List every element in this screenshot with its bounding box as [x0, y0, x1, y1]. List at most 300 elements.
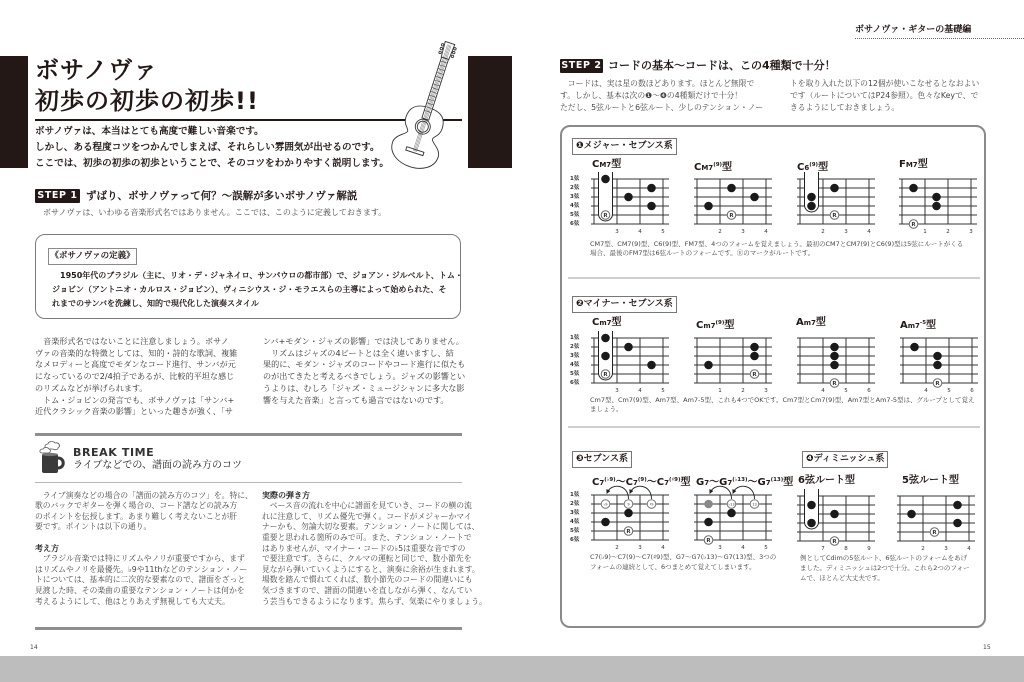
- chord-name-part: 型: [815, 317, 826, 328]
- break-time-rule: [35, 482, 462, 483]
- chord-name-part: m7: [907, 322, 920, 330]
- text-line: コードは、実は星の数ほどあります。ほとんど無限で: [560, 79, 755, 88]
- text-line: 近代クラシック音楽の影響」といった趣きが強く、「サ: [35, 406, 233, 417]
- chord-grid: [786, 322, 886, 398]
- finger-dot: [907, 510, 916, 519]
- root-marker: [909, 220, 918, 229]
- text-line: で要注意です。さらに、クルマの運転と同じで、数小節先を: [262, 554, 472, 564]
- guitar-icon: [380, 35, 480, 180]
- fret-number: 4: [821, 388, 825, 394]
- coffee-mug-icon: [36, 440, 68, 474]
- finger-dot: [830, 184, 839, 193]
- text-line: ボサノヴァ: [35, 56, 159, 84]
- finger-dot: [830, 352, 839, 361]
- section2-caption: [590, 396, 975, 414]
- text-line: のが出てきたと考えるべきでしょう。ジャズの影響とい: [263, 371, 466, 382]
- fret-number: 7: [821, 546, 825, 552]
- tension-note: [647, 500, 656, 509]
- chord-title: [900, 317, 936, 332]
- finger-dot: [647, 202, 656, 211]
- text-line: ましょう。: [590, 404, 623, 413]
- finger-dot: [601, 352, 610, 361]
- chord-name-part: 型: [818, 162, 829, 173]
- chord-title: [798, 475, 855, 487]
- chord-diagram-cm7-9: [683, 322, 783, 398]
- chord-name-part: M7: [599, 161, 612, 169]
- fret-number: 3: [615, 229, 619, 235]
- chord-name-part: (9): [637, 477, 647, 483]
- finger-dot: [933, 361, 942, 370]
- chord-title: [902, 475, 959, 487]
- chord-grid: [580, 322, 680, 398]
- chord-title: [592, 474, 690, 489]
- root-marker: [727, 211, 736, 220]
- chord-name-part: 7: [599, 479, 605, 487]
- fret-number: 6: [970, 388, 974, 394]
- svg-text:R: R: [935, 381, 940, 387]
- fret-number: 3: [638, 545, 642, 551]
- finger-dot: [704, 518, 713, 527]
- text-line: 6弦: [570, 536, 580, 543]
- svg-text:R: R: [729, 213, 734, 219]
- text-line: のリズムなどが挙げられます。: [35, 382, 148, 393]
- section1-caption: [590, 240, 963, 258]
- text-line: なメロディーと高度でモダンなコード進行、サンバが元: [35, 359, 236, 370]
- text-line: 1950年代のブラジル（主に、リオ・デ・ジャネイロ、サンパウロの都市部）で、ジョアン・ジルベルト、トム・: [52, 271, 463, 280]
- finger-dot: [647, 361, 656, 370]
- finger-dot: [704, 361, 713, 370]
- chord-name-part: (9): [809, 162, 819, 168]
- chord-diagram-c7-group: [580, 479, 680, 555]
- fret-number: 2: [615, 545, 619, 551]
- finger-dot: [807, 193, 816, 202]
- fret-number: 4: [867, 229, 871, 235]
- fret-number: 1: [718, 388, 722, 394]
- chord-name-part: C: [592, 317, 600, 328]
- chord-title: [592, 317, 622, 329]
- chord-name-part: (9): [715, 320, 725, 326]
- fret-number: 2: [821, 229, 825, 235]
- chord-grid: [683, 479, 783, 555]
- chord-name-part: M7: [701, 164, 714, 172]
- finger-dot: [807, 501, 816, 510]
- svg-text:♭9: ♭9: [603, 502, 608, 507]
- text-line: きるようにしておきましょう。: [790, 103, 900, 112]
- text-line: 果的に、モダン・ジャズのコードやコード進行に似たも: [263, 359, 466, 370]
- chord-name-part: ～G: [747, 477, 766, 488]
- fret-number: 3: [741, 229, 745, 235]
- chord-name-part: F: [899, 159, 906, 170]
- text-line: CM7型、CM7(9)型、C6(9)型、FM7型、4つのフォームを覚えましょう。最初のCM7とCM7(9)とC6(9)型は5弦にルートがくる: [590, 239, 964, 248]
- root-marker: [601, 370, 610, 379]
- text-line: 初歩の初歩の初歩!!: [35, 87, 259, 115]
- root-marker: [930, 528, 939, 537]
- chord-name-part: A: [796, 317, 804, 328]
- fret-number: 5: [947, 388, 951, 394]
- break-time-bottom-rule: [35, 627, 462, 630]
- finger-dot: [953, 501, 962, 510]
- chord-name-part: 7: [633, 479, 638, 487]
- chord-name-part: 6弦ルート型: [798, 475, 855, 486]
- chord-title: [696, 317, 734, 332]
- root-marker: [704, 536, 713, 545]
- text-line: 2弦: [570, 500, 580, 507]
- text-line: 例としてCdimの5弦ルート、6弦ルートのフォームをあげ: [800, 554, 968, 562]
- chord-title: [899, 159, 928, 171]
- chord-name-part: (♭13): [732, 477, 748, 483]
- fret-number: 3: [944, 546, 948, 552]
- chord-name-part: 7: [765, 479, 771, 487]
- chord-grid: [786, 480, 886, 556]
- title-bar-left: [0, 56, 28, 168]
- fret-number: 4: [661, 545, 665, 551]
- text-line: リズムはジャズの4ビートとは全く違いますし、結: [263, 347, 454, 358]
- text-line: はリズムやノリを最優先。♭9や11thなどのテンション・ノー: [35, 564, 248, 574]
- page-title: [35, 55, 259, 117]
- svg-text:R: R: [706, 538, 711, 544]
- text-line: 4弦: [570, 361, 580, 368]
- string-labels: [570, 334, 579, 388]
- finger-dot: [624, 509, 633, 518]
- text-line: 6弦: [570, 379, 580, 386]
- text-line: うよりは、むしろ「ジャズ・ミュージシャンに多大な影: [263, 382, 465, 393]
- chord-name-part: C: [694, 162, 702, 173]
- text-line: ヴァの音楽的な特徴としては、知的・詩的な歌詞、複雑: [35, 347, 238, 358]
- section-label-minor-seventh: ❷マイナー・セブンス系: [572, 296, 677, 313]
- text-line: 見ながら弾いていくようにすると、演奏に余裕が生まれます。: [262, 564, 480, 574]
- text-line: 4弦: [570, 202, 580, 209]
- finger-dot: [601, 518, 610, 527]
- svg-text:R: R: [626, 529, 631, 535]
- text-line: Cm7型、Cm7(9)型、Am7型、Am7-5型、これも4つでOKです。Cm7型とCm7(9)型、Am7型とAm7-5型は、グループとして覚え: [590, 395, 975, 404]
- finger-dot: [647, 184, 656, 193]
- body-column-right: [263, 336, 465, 406]
- chord-title: [696, 474, 793, 489]
- chord-name-part: M7: [905, 161, 918, 169]
- intro-text: [35, 124, 389, 172]
- text-line: ました。ディミニッシュは2つで十分。これら2つのフォー: [800, 564, 970, 572]
- body-column-left: [35, 336, 237, 418]
- section3-caption: [590, 552, 776, 572]
- chord-grid: [786, 163, 886, 239]
- text-line: う芸当もできるようになります。焦らず、気楽にやりましょう。: [262, 596, 487, 606]
- root-marker: [624, 527, 633, 536]
- section-divider: [568, 277, 980, 279]
- break-right-text: [262, 501, 487, 607]
- break-time-top-rule: [35, 433, 462, 436]
- root-marker: [830, 379, 839, 388]
- finger-dot: [727, 184, 736, 193]
- finger-dot: [750, 343, 759, 352]
- text-line: す。しかし、基本は次の❶～❹の4種類だけで十分！: [560, 91, 743, 100]
- chord-name-part: 7: [664, 479, 669, 487]
- root-marker: [601, 211, 610, 220]
- fret-number: 2: [718, 229, 722, 235]
- fret-number: 4: [764, 229, 768, 235]
- break-left-heading: 考え方: [35, 543, 59, 553]
- text-line: トを取り入れた以下の12個が使いこなせるとなおよい: [790, 79, 980, 88]
- root-marker: [750, 370, 759, 379]
- chord-diagram-dim-6th-root: [786, 480, 886, 556]
- fret-number: 3: [969, 229, 973, 235]
- finger-dot: [830, 343, 839, 352]
- text-line: 5弦: [570, 370, 580, 377]
- chord-grid: [580, 479, 680, 555]
- chord-diagram-am7: [786, 322, 886, 398]
- finger-dot: [704, 202, 713, 211]
- chord-diagram-cmaj7-9: [683, 163, 783, 239]
- text-line: トについては、基本的に二次的な要素なので、譜面をざっと: [35, 575, 246, 585]
- finger-dot-gray: [704, 500, 713, 509]
- chord-name-part: 7: [727, 479, 733, 487]
- chord-name-part: 型: [611, 159, 622, 170]
- tension-note: [727, 500, 736, 509]
- finger-dot: [727, 509, 736, 518]
- section-label-major-seventh: ❶メジャー・セブンス系: [572, 138, 677, 155]
- chord-name-part: m7: [703, 322, 716, 330]
- text-line: 6弦: [570, 220, 580, 227]
- svg-text:R: R: [603, 372, 608, 378]
- text-line: 重要と思われる箇所のみで可。また、テンション・ノートで: [262, 533, 472, 543]
- chord-name-part: 6: [804, 164, 810, 172]
- tension-note: [750, 500, 759, 509]
- chord-name-part: A: [900, 320, 908, 331]
- finger-dot: [910, 343, 919, 352]
- text-line: はありませんが、マイナー・コードの♭5は重要な音ですの: [262, 543, 466, 553]
- step2-badge: STEP 2: [561, 60, 602, 71]
- text-line: 響を与えた音楽」と言っても過言ではないのです。: [263, 394, 449, 405]
- finger-dot: [601, 334, 610, 343]
- fret-number: 4: [638, 388, 642, 394]
- svg-text:13: 13: [752, 502, 757, 507]
- chord-diagram-cm7: [580, 322, 680, 398]
- text-line: 1弦: [570, 175, 580, 182]
- fret-number: 4: [967, 546, 971, 552]
- chord-title: [796, 317, 826, 329]
- chord-diagram-dim-5th-root: [886, 480, 986, 556]
- footer-band: [0, 656, 1024, 682]
- definition-text: [52, 269, 463, 311]
- finger-dot: [624, 343, 633, 352]
- chord-grid: [683, 163, 783, 239]
- text-line: のポイントを伝授します。あまり難しく考えないことが肝: [35, 511, 238, 521]
- svg-text:R: R: [832, 539, 837, 545]
- chord-name-part: (9): [713, 162, 723, 168]
- text-line: しかし、ある程度コツをつかんでしまえば、それらしい雰囲気が出せるのです。: [35, 142, 380, 153]
- fret-number: 1: [923, 229, 927, 235]
- text-line: れまでのサンバを洗練し、知的で現代化した演奏スタイル: [52, 299, 259, 308]
- svg-text:R: R: [932, 530, 937, 536]
- finger-dot: [932, 193, 941, 202]
- text-line: C7(♭9)～C7(9)～C7(♯9)型、G7～G7(♭13)～G7(13)型、3つの: [590, 553, 777, 561]
- chord-name-part: ～C: [646, 477, 665, 488]
- string-labels: [570, 491, 579, 545]
- text-line: 5弦: [570, 211, 580, 218]
- finger-dot: [830, 361, 839, 370]
- fret-number: 8: [844, 546, 848, 552]
- fret-number: 2: [741, 388, 745, 394]
- chord-grid: [888, 163, 988, 239]
- chord-name-part: ～G: [709, 477, 728, 488]
- text-line: ブラジル音楽では特にリズムやノリが重要ですから、まず: [35, 554, 245, 564]
- text-line: 考えるようにして、他はとりあえず無視しても大丈夫。: [35, 596, 230, 606]
- text-line: 3弦: [570, 509, 580, 516]
- fret-number: 5: [661, 388, 665, 394]
- text-line: 要です。ポイントは以下の通り。: [35, 522, 152, 532]
- text-line: ムで、ほとんど大丈夫です。: [800, 574, 884, 582]
- finger-dot: [807, 519, 816, 528]
- text-line: れに注意して、リズム優先で弾く。コードがメジャーかマイ: [262, 511, 472, 521]
- text-line: 3弦: [570, 352, 580, 359]
- text-line: フォームの連続として、6つまとめて覚えてしまいます。: [590, 563, 756, 571]
- chord-diagram-g7-group: [683, 479, 783, 555]
- text-line: 場合、最後のFM7型は6弦ルートのフォームです。Ⓡのマークがルートです。: [590, 248, 815, 257]
- text-line: 気づきますので、譜面の間違いを直しながら弾く、なんてい: [262, 586, 473, 596]
- chord-name-part: G: [696, 477, 705, 488]
- fret-number: 3: [615, 388, 619, 394]
- chord-name-part: 型: [680, 477, 691, 488]
- svg-text:R: R: [832, 213, 837, 219]
- svg-text:R: R: [603, 213, 608, 219]
- text-line: 2弦: [570, 343, 580, 350]
- text-line: ここでは、初歩の初歩の初歩ということで、そのコツをわかりやすく説明します。: [35, 158, 390, 169]
- chord-name-part: 5弦ルート型: [902, 475, 959, 486]
- text-line: 見渡した時、その楽曲の重要なテンション・ノートは何かを: [35, 586, 245, 596]
- chord-name-part: 型: [926, 320, 937, 331]
- chord-title: [592, 159, 621, 171]
- chord-name-part: (♭9): [604, 477, 616, 483]
- break-time-title: ライブなどでの、譜面の読み方のコツ: [73, 460, 242, 471]
- text-line: 4弦: [570, 518, 580, 525]
- chord-grid: [683, 322, 783, 398]
- finger-dot: [953, 519, 962, 528]
- root-marker: [933, 379, 942, 388]
- text-line: ボサノヴァは、本当はとても高度で難しい音楽です。: [35, 126, 264, 137]
- chord-name-part: C: [592, 477, 600, 488]
- step1-badge: STEP 1: [35, 189, 80, 203]
- text-line: 歌のバックでギターを弾く場合の、コード譜などの読み方: [35, 501, 238, 511]
- section-label-diminished: ❹ディミニッシュ系: [802, 451, 888, 468]
- fret-number: 4: [741, 545, 745, 551]
- text-line: 3弦: [570, 193, 580, 200]
- root-marker: [830, 211, 839, 220]
- text-line: です（ルートについてはP24参照）。色々なKeyで、で: [790, 91, 979, 100]
- fret-number: 5: [764, 545, 768, 551]
- text-line: ライブ演奏などの場合の「譜面の読み方のコツ」を。特に、: [35, 490, 253, 500]
- running-head: ボサノヴァ・ギターの基礎編: [855, 25, 972, 35]
- fret-number: 5: [661, 229, 665, 235]
- chord-diagram-cmaj7: [580, 163, 680, 239]
- fret-number: 2: [921, 546, 925, 552]
- running-head-dotted-rule: [855, 38, 1024, 39]
- step2-text-right: [790, 78, 979, 114]
- text-line: になっているので2/4拍子であるが、比較的平坦な感じ: [35, 371, 235, 382]
- finger-dot: [932, 202, 941, 211]
- break-left-text: [35, 554, 247, 607]
- step2-heading: コードの基本～コードは、この4種類で十分！: [608, 59, 836, 72]
- fret-number: 3: [844, 229, 848, 235]
- text-line: ジョビン（アントニオ・カルロス・ジョビン）、ヴィニシウス・ジ・モラエスらの主導によって始められた、そ: [52, 285, 447, 294]
- chord-name-part: 7: [704, 479, 710, 487]
- chord-diagram-am7b5: [889, 322, 989, 398]
- chord-name-part: (♯9): [668, 477, 681, 483]
- text-line: 2弦: [570, 184, 580, 191]
- chord-grid: [889, 322, 989, 398]
- text-line: トム・ジョビンの発言でも、ボサノヴァは「サンバ+: [35, 394, 235, 405]
- fret-number: 4: [638, 229, 642, 235]
- svg-text:R: R: [752, 372, 757, 378]
- step1-heading: ずばり、ボサノヴァって何？～誤解が多いボサノヴァ解説: [86, 190, 358, 202]
- section-label-seventh: ❸セブンス系: [572, 451, 632, 468]
- finger-dot: [601, 175, 610, 184]
- fret-number: 9: [867, 546, 871, 552]
- text-line: 場数を踏んで慣れてくれば、数小節先のコードの間違いにも: [262, 575, 473, 585]
- fret-number: 4: [924, 388, 928, 394]
- svg-text:R: R: [911, 222, 916, 228]
- section-divider: [568, 426, 980, 428]
- finger-dot: [624, 193, 633, 202]
- chord-name-part: m7: [803, 319, 816, 327]
- text-line: ンバ+モダン・ジャズの影響」では決してありません。: [263, 336, 464, 346]
- chord-title: [797, 159, 828, 174]
- chord-grid: [580, 163, 680, 239]
- string-labels: [570, 175, 579, 229]
- text-line: 音楽形式名ではないことに注意しましょう。ボサノ: [35, 336, 229, 346]
- finger-dot: [750, 193, 759, 202]
- svg-text:♭13: ♭13: [728, 502, 735, 507]
- fret-number: 2: [946, 229, 950, 235]
- finger-dot: [909, 184, 918, 193]
- svg-text:9: 9: [627, 502, 630, 507]
- finger-dot: [807, 202, 816, 211]
- chord-diagram-fmaj7: [888, 163, 988, 239]
- chord-name-part: C: [592, 159, 600, 170]
- fret-number: 3: [718, 545, 722, 551]
- text-line: 1弦: [570, 491, 580, 498]
- break-right-heading: 実際の弾き方: [262, 490, 310, 500]
- chord-grid: [886, 480, 986, 556]
- chord-name-part: 型: [724, 320, 735, 331]
- definition-label: 《ボサノヴァの定義》: [48, 248, 137, 265]
- fret-number: 3: [764, 388, 768, 394]
- tension-note: [601, 500, 610, 509]
- chord-name-part: C: [797, 162, 805, 173]
- chord-name-part: C: [696, 320, 704, 331]
- chord-name-part: 型: [917, 159, 928, 170]
- chord-name-part: -5: [919, 320, 927, 326]
- chord-name-part: 型: [722, 162, 733, 173]
- text-line: ナーかも、勿論大切な要素。テンション・ノートに関しては、: [262, 522, 480, 532]
- break-time-kicker: BREAK TIME: [73, 446, 155, 459]
- finger-dot: [830, 510, 839, 519]
- fret-number: 6: [867, 388, 871, 394]
- finger-dot: [750, 352, 759, 361]
- finger-dot: [933, 352, 942, 361]
- text-line: 1弦: [570, 334, 580, 341]
- root-marker: [830, 537, 839, 546]
- fret-number: 5: [844, 388, 848, 394]
- chord-name-part: ～C: [615, 477, 634, 488]
- break-left-intro: [35, 491, 253, 533]
- step2-text-left: [560, 78, 763, 114]
- chord-name-part: m7: [599, 319, 612, 327]
- chord-name-part: 型: [611, 317, 622, 328]
- svg-text:♯9: ♯9: [649, 502, 654, 507]
- tension-note: [624, 500, 633, 509]
- text-line: 5弦: [570, 527, 580, 534]
- svg-text:R: R: [832, 381, 837, 387]
- chord-name-part: (13): [770, 477, 784, 483]
